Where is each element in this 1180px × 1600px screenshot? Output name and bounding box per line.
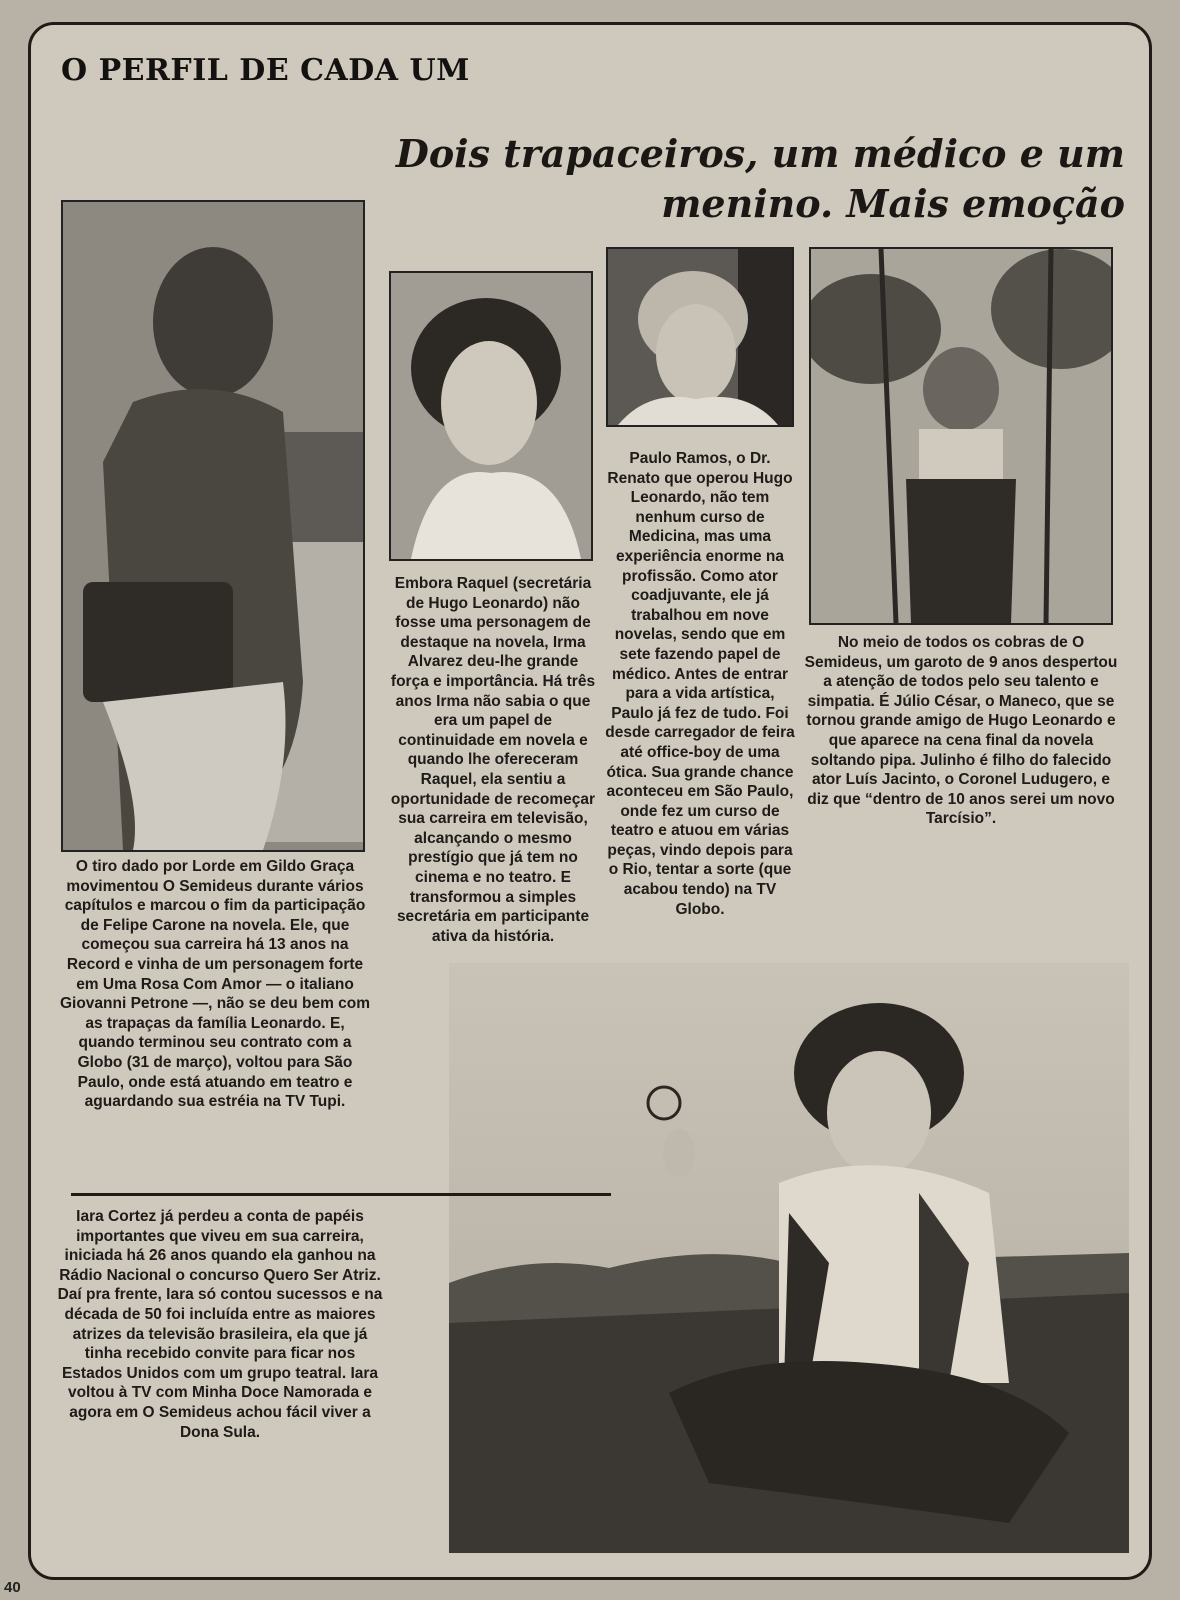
magazine-page	[28, 22, 1152, 1580]
caption-gildo-graca: O tiro dado por Lorde em Gildo Graça movimentou O Semideus durante vários capítulos e marcou o fim da participação de Felipe Carone na novela. Ele, que começou sua carreira há 13 anos na Record e vinha de um personagem forte em Uma Rosa Com Amor — o italiano Giovanni Petrone —, não se deu bem com as trapaças da família Leonardo. E, quando terminou seu contrato com a Globo (31 de março), voltou para São Paulo, onde está atuando em teatro e aguardando sua estréia na TV Tupi.	[59, 858, 371, 1111]
divider-rule	[71, 1193, 611, 1196]
caption-paulo-ramos: Paulo Ramos, o Dr. Renato que operou Hugo Leonardo, não tem nenhum curso de Medicina, mas uma experiência enorme na profissão. Como ator coadjuvante, ele já trabalhou em nove novelas, sendo que em sete fazendo papel de médico. Antes de entrar para a vida artística, Paulo já fez de tudo. Foi desde carregador de feira até office-boy de uma ótica. Sua grande chance aconteceu em São Paulo, onde fez um curso de teatro e atuou em várias peças, vindo depois para o Rio, tentar a sorte (que acabou tendo) na TV Globo.	[605, 450, 795, 918]
page-number: 40	[4, 1579, 21, 1596]
caption-julio-cesar: No meio de todos os cobras de O Semideus, um garoto de 9 anos despertou a atenção de todos pelo seu talento e simpatia. É Júlio César, o Maneco, que se tornou grande amigo de Hugo Leonardo e que aparece na cena final da novela soltando pipa. Julinho é filho do falecido ator Luís Jacinto, o Coronel Ludugero, e diz que “dentro de 10 anos serei um novo Tarcísio”.	[804, 634, 1118, 828]
headline: Dois trapaceiros, um médico e um menino. Mais emoção	[395, 131, 1125, 226]
caption-iara-cortez: Iara Cortez já perdeu a conta de papéis importantes que viveu em sua carreira, iniciada há 26 anos quando ela ganhou na Rádio Nacional o concurso Quero Ser Atriz. Daí pra frente, Iara só contou sucessos e na década de 50 foi incluída entre as maiores atrizes da televisão brasileira, ela que já tinha recebido convite para ficar nos Estados Unidos com um grupo teatral. Iara voltou à TV com Minha Doce Namorada e agora em O Semideus achou fácil viver a Dona Sula.	[57, 1208, 383, 1441]
caption-raquel: Embora Raquel (secretária de Hugo Leonardo) não fosse uma personagem de destaque na novela, Irma Alvarez deu-lhe grande força e importância. Há três anos Irma não sabia o que era um papel de continuidade em novela e quando lhe ofereceram Raquel, ela sentiu a oportunidade de recomeçar sua carreira em televisão, alcançando o mesmo prestígio que já tem no cinema e no teatro. E transformou a simples secretária em participante ativa da história.	[390, 575, 596, 945]
photo-julio-cesar	[809, 247, 1113, 625]
photo-iara-cortez	[449, 963, 1129, 1553]
photo-paulo-ramos	[606, 247, 794, 427]
photo-felipe-carone	[61, 200, 365, 852]
photo-irma-alvarez	[389, 271, 593, 561]
section-title: O PERFIL DE CADA UM	[61, 53, 470, 88]
